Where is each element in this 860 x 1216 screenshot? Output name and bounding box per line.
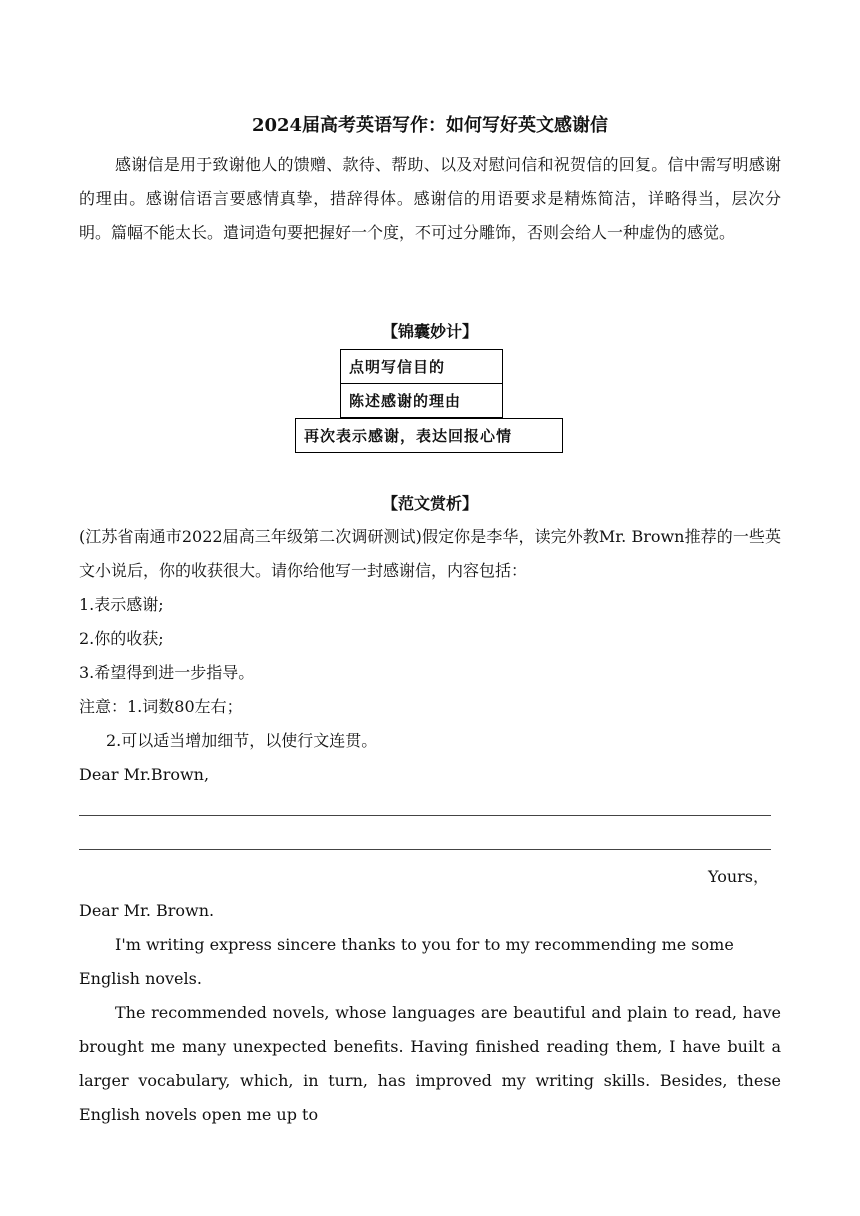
task-point-1: 1.表示感谢; bbox=[79, 595, 164, 614]
task-point-3: 3.希望得到进一步指导。 bbox=[79, 663, 255, 682]
tip-step-2: 陈述感谢的理由 bbox=[340, 383, 503, 418]
task-note-1: 注意：1.词数80左右； bbox=[79, 697, 243, 716]
task-prompt: (江苏省南通市2022届高三年级第二次调研测试)假定你是李华，读完外教Mr. Brown推荐的一些英文小说后，你的收获很大。请你给他写一封感谢信，内容包括： bbox=[79, 527, 781, 580]
tip-step-3: 再次表示感谢，表达回报心情 bbox=[295, 418, 563, 453]
task-point-2: 2.你的收获; bbox=[79, 629, 164, 648]
tips-heading: 【锦囊妙计】 bbox=[381, 322, 478, 341]
answer-line-1 bbox=[79, 815, 771, 816]
document-title: 2024届高考英语写作：如何写好英文感谢信 bbox=[251, 115, 609, 136]
answer-line-2 bbox=[79, 849, 771, 850]
analysis-heading: 【范文赏析】 bbox=[381, 494, 478, 513]
letter-greeting: Dear Mr.Brown, bbox=[79, 765, 210, 784]
essay-greeting: Dear Mr. Brown. bbox=[79, 901, 215, 920]
letter-closing: Yours， bbox=[708, 867, 769, 886]
intro-paragraph: 感谢信是用于致谢他人的馈赠、款待、帮助、以及对慰问信和祝贺信的回复。信中需写明感谢的理由。感谢信语言要感情真挚，措辞得体。感谢信的用语要求是精炼简洁，详略得当，层次分明。篇幅不能太长。遣词造句要把握好一个度，不可过分雕饰，否则会给人一种虚伪的感觉。 bbox=[79, 155, 781, 242]
essay-paragraph-2: The recommended novels, whose languages are beautiful and plain to read, have brought me many unexpected benefits. Having finished reading them, I have built a larger vocabulary, which, in turn, has improved my writing skills. Besides, these English novels open me up to bbox=[79, 1003, 781, 1124]
essay-paragraph-1: I'm writing express sincere thanks to you for to my recommending me some English novels. bbox=[79, 935, 734, 988]
task-note-2: 2.可以适当增加细节，以使行文连贯。 bbox=[106, 731, 378, 750]
tip-step-1: 点明写信目的 bbox=[340, 349, 503, 384]
